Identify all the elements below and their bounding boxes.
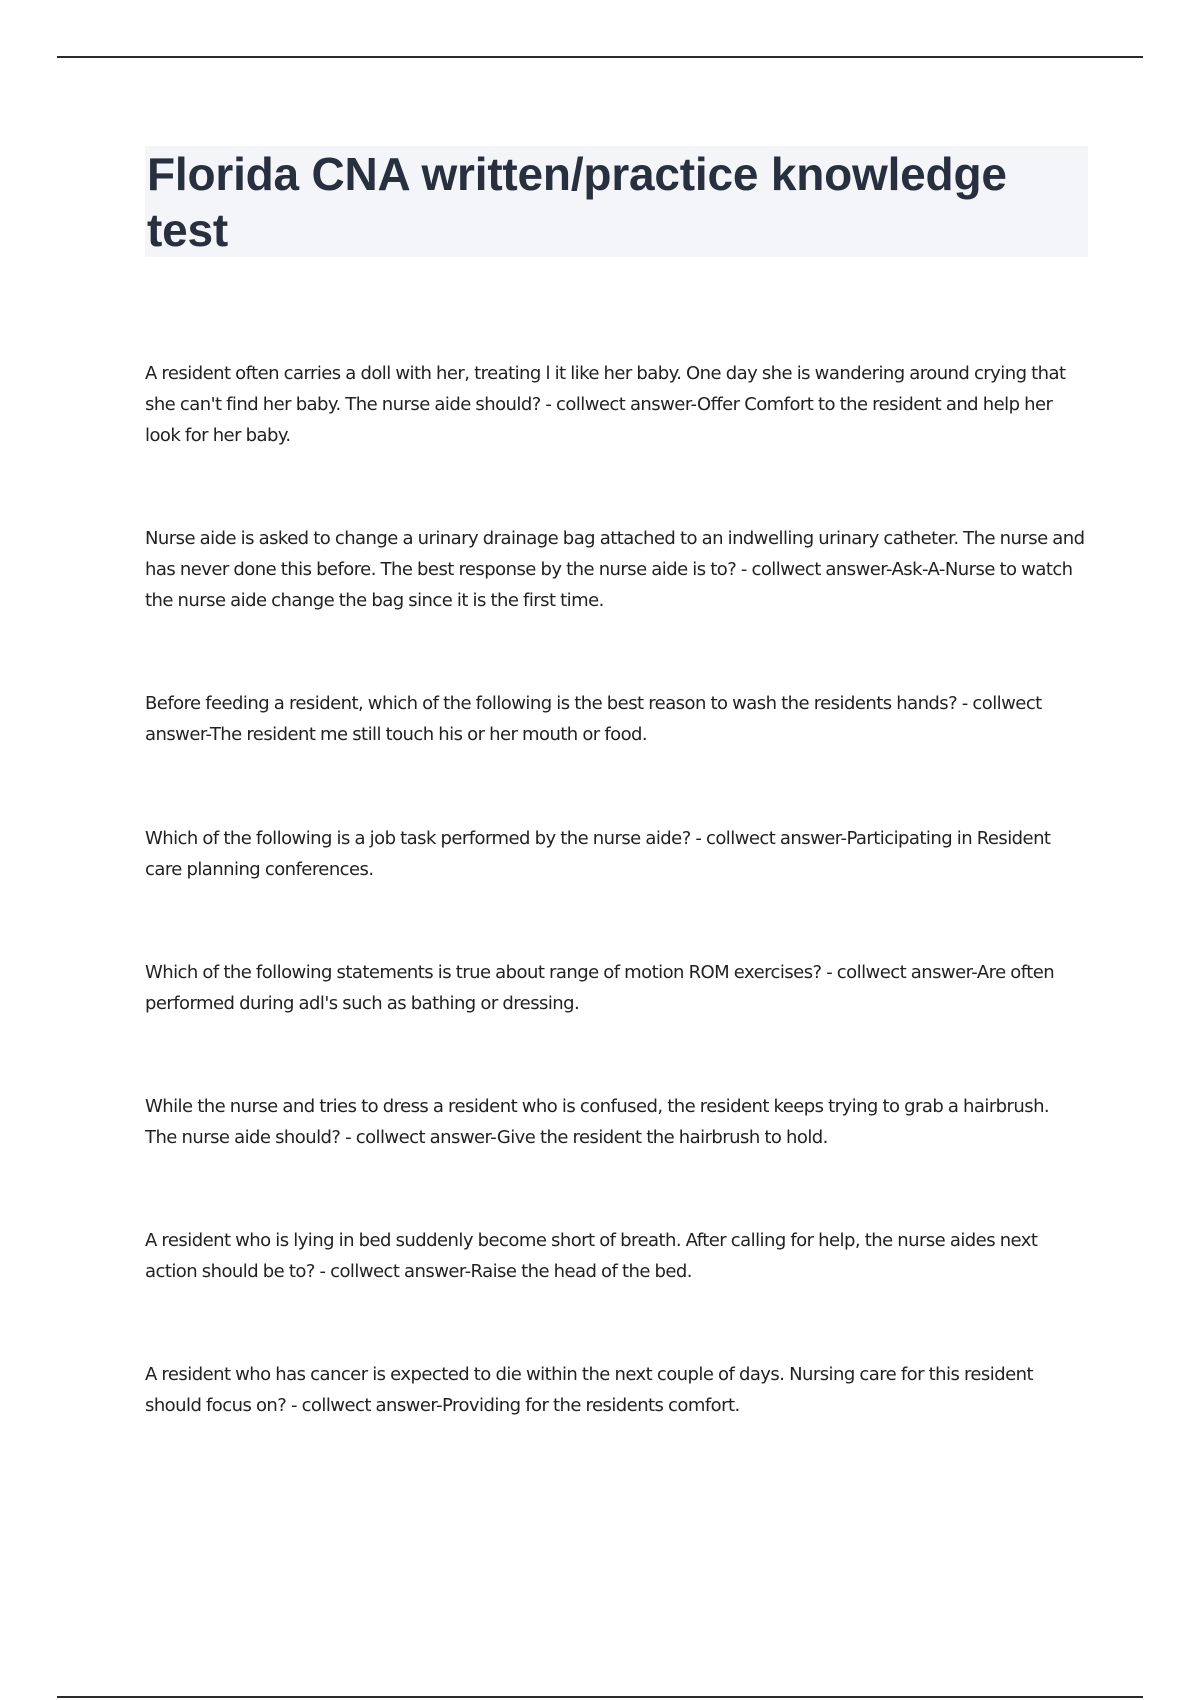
title-banner xyxy=(145,146,1088,257)
qa-item: A resident often carries a doll with her, treating l it like her baby. One day she is wandering around crying that she can't find her baby. The nurse aide should? - collwect answer-Offer Comfort to the resident and help her look for her baby. xyxy=(145,363,1066,446)
qa-item: A resident who has cancer is expected to die within the next couple of days. Nursing care for this resident should focus on? - collwect answer-Providing for the residents comfort. xyxy=(145,1364,1033,1416)
document-title: Florida CNA written/practice knowledge test xyxy=(147,148,1007,256)
bottom-divider xyxy=(57,1696,1143,1698)
qa-item: Nurse aide is asked to change a urinary drainage bag attached to an indwelling urinary catheter. The nurse and has never done this before. The best response by the nurse aide is to? - collwect answer-Ask-A-Nurse to watch the nurse aide change the bag since it is the first time. xyxy=(145,528,1085,611)
qa-item: Which of the following statements is true about range of motion ROM exercises? - collwect answer-Are often performed during adl's such as bathing or dressing. xyxy=(145,962,1055,1014)
top-divider xyxy=(57,56,1143,58)
qa-item: A resident who is lying in bed suddenly become short of breath. After calling for help, the nurse aides next action should be to? - collwect answer-Raise the head of the bed. xyxy=(145,1230,1038,1282)
qa-item: Which of the following is a job task performed by the nurse aide? - collwect answer-Participating in Resident care planning conferences. xyxy=(145,828,1051,880)
qa-item: While the nurse and tries to dress a resident who is confused, the resident keeps trying to grab a hairbrush. The nurse aide should? - collwect answer-Give the resident the hairbrush to hold. xyxy=(145,1096,1050,1148)
qa-item: Before feeding a resident, which of the following is the best reason to wash the residents hands? - collwect answer-The resident me still touch his or her mouth or food. xyxy=(145,693,1042,745)
